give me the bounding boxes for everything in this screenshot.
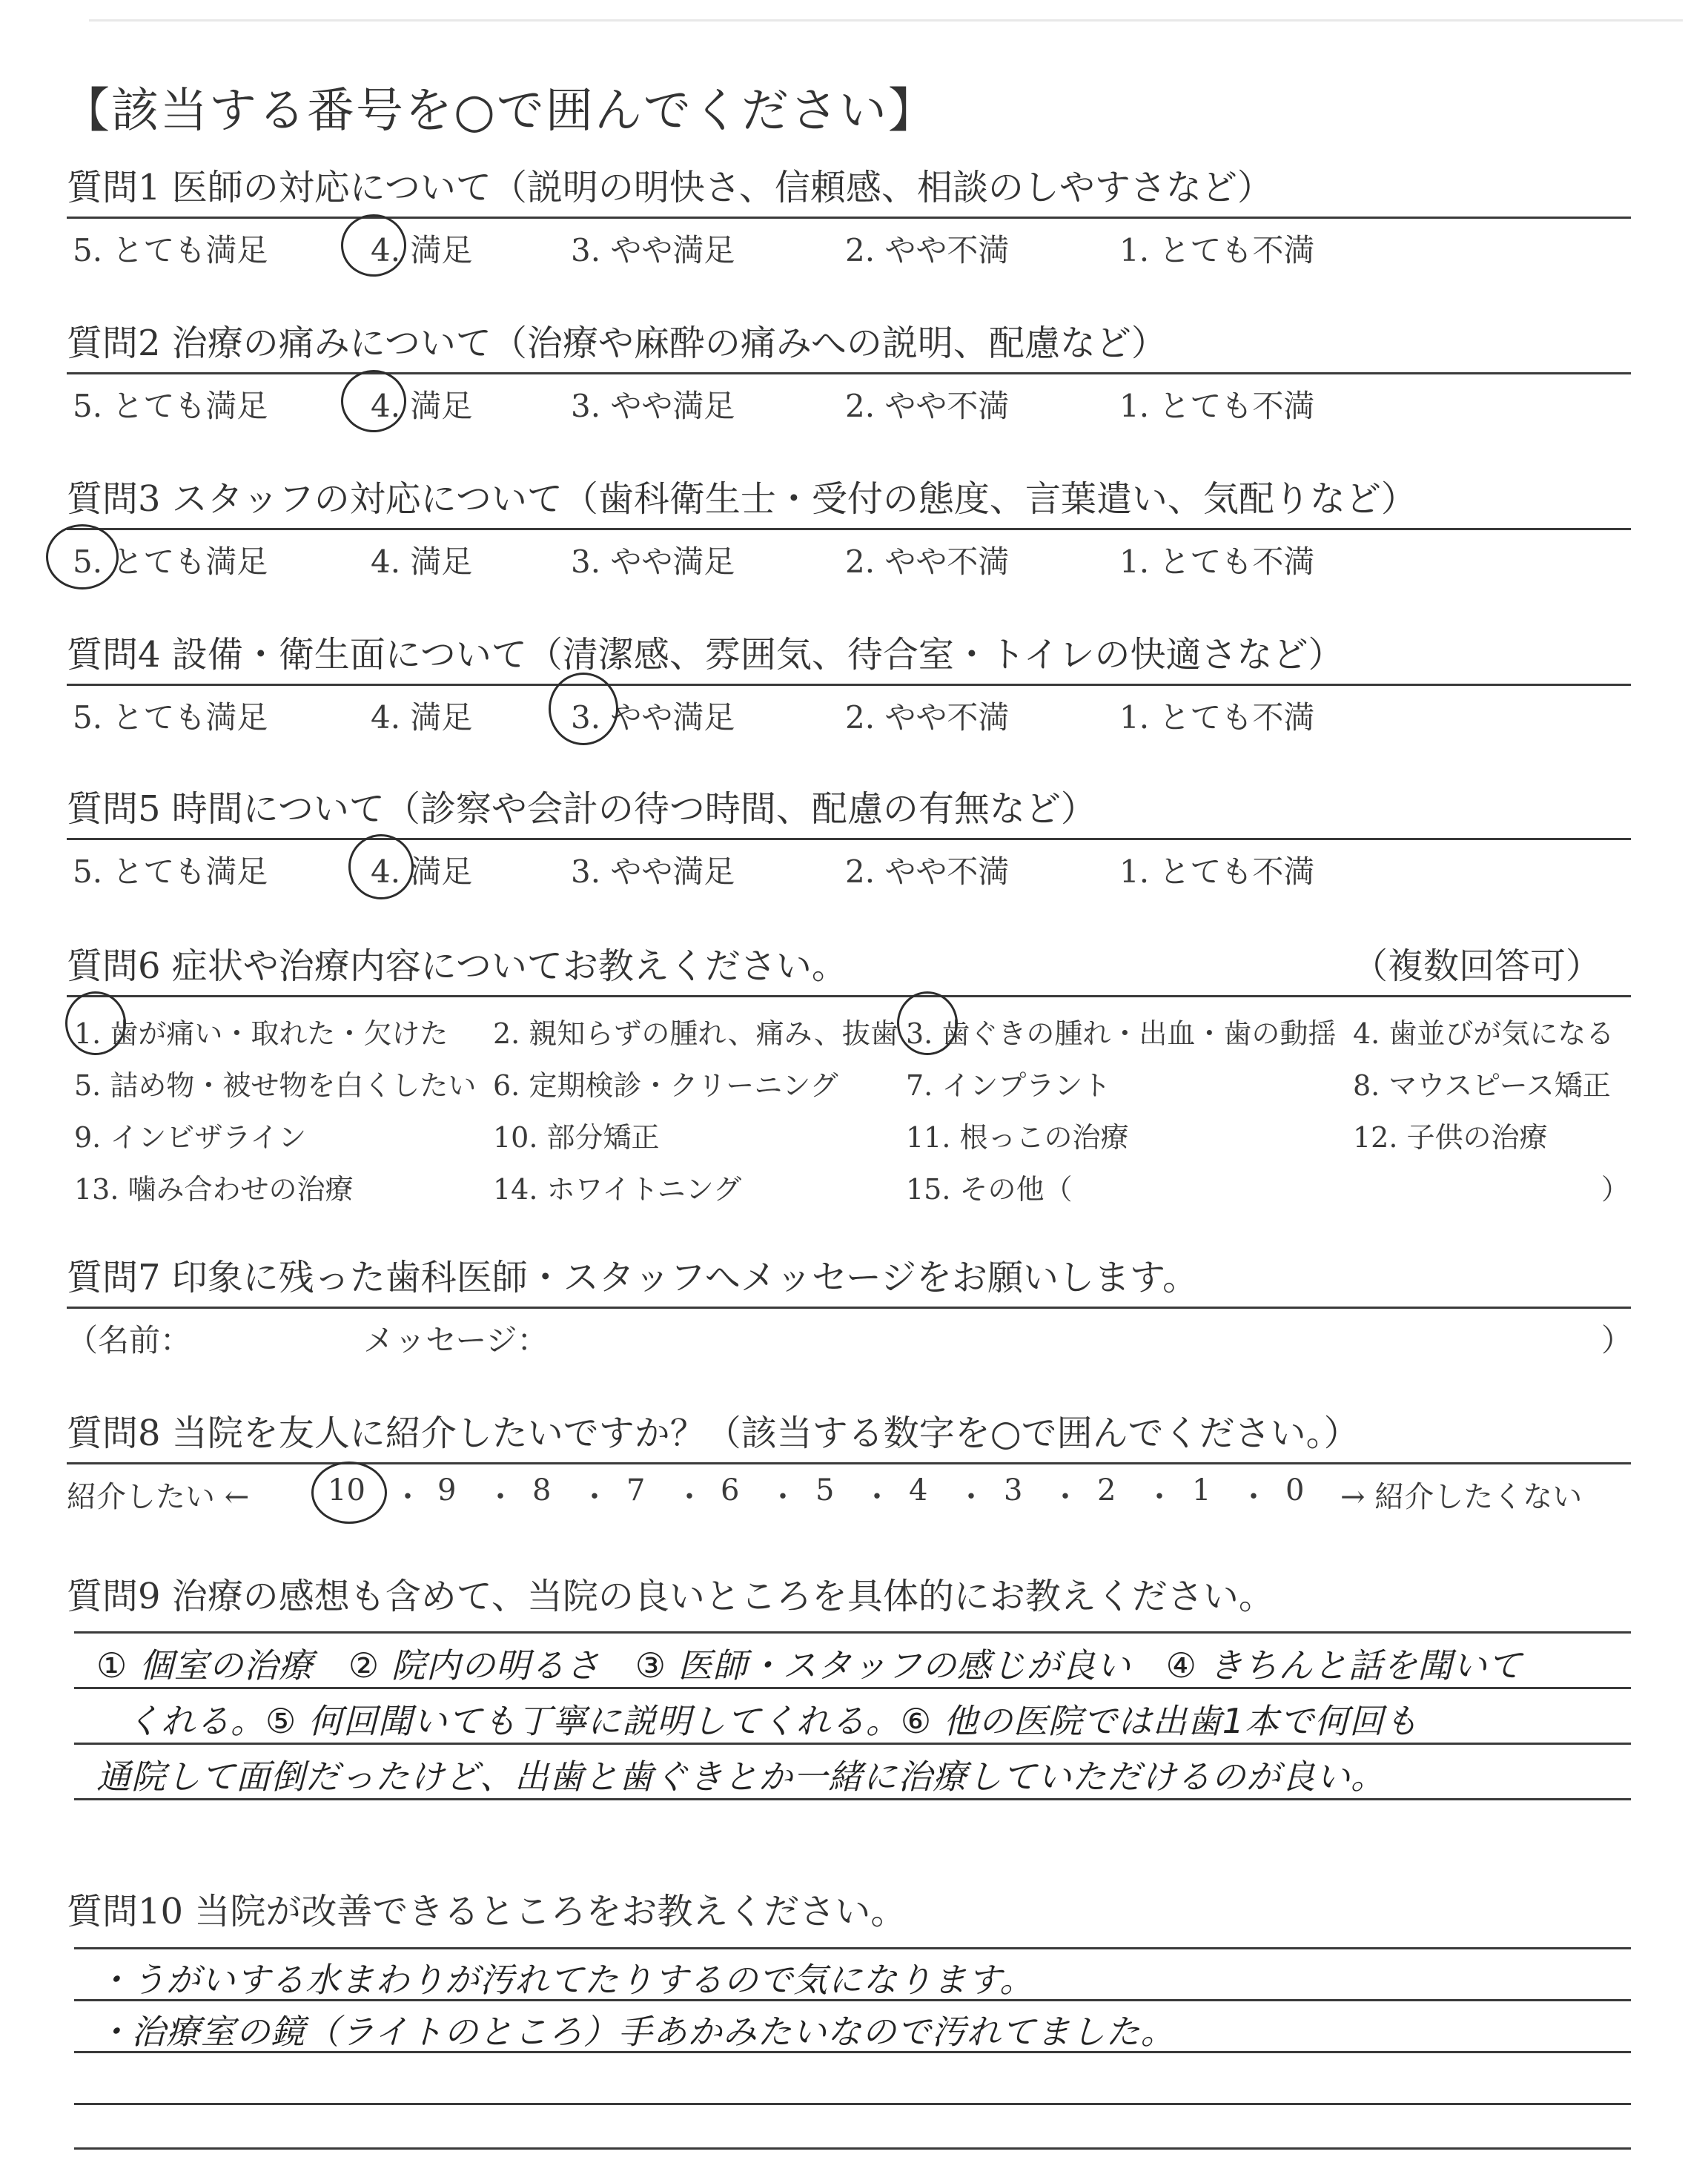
- question-5-options: [67, 840, 1631, 892]
- option-2[interactable]: 2. やや不満: [845, 388, 1010, 424]
- scale-0[interactable]: 0: [1285, 1473, 1305, 1507]
- option-1[interactable]: 1. とても不満: [1119, 232, 1315, 268]
- option-3[interactable]: 3. やや満足: [571, 699, 735, 736]
- scale-dot: ・: [486, 1480, 515, 1514]
- top-border: [89, 19, 1683, 22]
- other-close-paren: ）: [1601, 1173, 1630, 1206]
- question-9-title: 質問9 治療の感想も含めて、当院の良いところを具体的にお教えください。: [67, 1576, 1274, 1617]
- scale-dot: ・: [768, 1480, 798, 1514]
- selection-circle: [341, 214, 406, 277]
- question-9: [67, 1572, 1631, 1621]
- option-5[interactable]: 5. とても満足: [73, 544, 268, 580]
- symptom-option-1[interactable]: 1. 歯が痛い・取れた・欠けた: [74, 1017, 448, 1050]
- message-label: メッセージ：: [363, 1322, 549, 1358]
- option-4[interactable]: 4. 満足: [371, 388, 473, 424]
- selection-circle: [46, 524, 119, 589]
- question-6: [67, 942, 1631, 1212]
- symptom-option-11[interactable]: 11. 根っこの治療: [906, 1121, 1129, 1154]
- option-5[interactable]: 5. とても満足: [73, 388, 268, 424]
- question-2: [67, 319, 1631, 426]
- scale-2[interactable]: 2: [1097, 1473, 1116, 1507]
- symptom-option-12[interactable]: 12. 子供の治療: [1353, 1121, 1548, 1154]
- question-9-answer: [74, 1624, 1616, 1846]
- handwritten-line-1: ・うがいする水まわりが汚れてたりするので気になります。: [96, 1960, 1035, 2000]
- answer-line: [74, 2147, 1631, 2150]
- selection-circle: [311, 1462, 387, 1524]
- answer-line: [74, 1947, 1631, 1949]
- scale-dot: ・: [956, 1480, 986, 1514]
- scale-dot: ・: [1239, 1480, 1268, 1514]
- scale-dot: ・: [580, 1480, 609, 1514]
- option-5[interactable]: 5. とても満足: [73, 699, 268, 736]
- option-1[interactable]: 1. とても不満: [1119, 544, 1315, 580]
- option-3[interactable]: 3. やや満足: [571, 544, 735, 580]
- option-3[interactable]: 3. やや満足: [571, 232, 735, 268]
- answer-line: [74, 2103, 1631, 2105]
- question-3: [67, 475, 1631, 582]
- scale-5[interactable]: 5: [815, 1473, 835, 1507]
- message-close-paren: ）: [1601, 1322, 1633, 1358]
- selection-circle: [65, 991, 126, 1055]
- option-2[interactable]: 2. やや不満: [845, 699, 1010, 736]
- scale-dot: ・: [1050, 1480, 1080, 1514]
- question-1: [67, 163, 1631, 271]
- scale-7[interactable]: 7: [626, 1473, 646, 1507]
- question-4-title: 質問4 設備・衛生面について（清潔感、雰囲気、待合室・トイレの快適さなど）: [67, 634, 1344, 676]
- scale-1[interactable]: 1: [1192, 1473, 1211, 1507]
- option-2[interactable]: 2. やや不満: [845, 232, 1010, 268]
- option-1[interactable]: 1. とても不満: [1119, 388, 1315, 424]
- question-4: [67, 630, 1631, 738]
- selection-circle: [549, 673, 618, 745]
- handwritten-line-3: 通院して面倒だったけど、出歯と歯ぐきとか一緒に治療していただけるのが良い。: [96, 1757, 1386, 1797]
- question-10-title: 質問10 当院が改善できるところをお教えください。: [67, 1891, 907, 1932]
- symptom-option-8[interactable]: 8. マウスピース矯正: [1353, 1069, 1611, 1102]
- option-1[interactable]: 1. とても不満: [1119, 699, 1315, 736]
- option-5[interactable]: 5. とても満足: [73, 232, 268, 268]
- question-7: [67, 1253, 1631, 1361]
- option-1[interactable]: 1. とても不満: [1119, 853, 1315, 890]
- question-8-title: 質問8 当院を友人に紹介したいですか？（該当する数字を○で囲んでください。）: [67, 1413, 1360, 1454]
- scale-8[interactable]: 8: [532, 1473, 552, 1507]
- handwritten-line-2: ・治療室の鏡（ライトのところ）手あかみたいなので汚れてました。: [96, 2012, 1176, 2052]
- question-10-answer: [74, 1943, 1616, 2158]
- symptom-option-5[interactable]: 5. 詰め物・被せ物を白くしたい: [74, 1069, 477, 1102]
- question-2-options: [67, 374, 1631, 426]
- symptom-option-7[interactable]: 7. インプラント: [906, 1069, 1111, 1102]
- scale-10[interactable]: 10: [328, 1473, 365, 1507]
- question-7-title: 質問7 印象に残った歯科医師・スタッフへメッセージをお願いします。: [67, 1257, 1199, 1298]
- option-5[interactable]: 5. とても満足: [73, 853, 268, 890]
- symptom-option-2[interactable]: 2. 親知らずの腫れ、痛み、抜歯: [493, 1017, 898, 1050]
- scale-dot: ・: [862, 1480, 892, 1514]
- recommend-right-label: → 紹介したくない: [1340, 1480, 1583, 1514]
- symptom-option-9[interactable]: 9. インビザライン: [74, 1121, 307, 1154]
- question-4-options: [67, 686, 1631, 738]
- question-5: [67, 785, 1631, 892]
- option-2[interactable]: 2. やや不満: [845, 853, 1010, 890]
- handwritten-line-1: ① 個室の治療 ② 院内の明るさ ③ 医師・スタッフの感じが良い ④ きちんと話を聞いて: [96, 1645, 1523, 1685]
- selection-circle: [341, 370, 406, 432]
- option-4[interactable]: 4. 満足: [371, 232, 473, 268]
- question-6-title: 質問6 症状や治療内容についてお教えください。: [67, 945, 847, 987]
- symptom-option-15[interactable]: 15. その他（: [906, 1173, 1073, 1206]
- scale-4[interactable]: 4: [909, 1473, 928, 1507]
- question-6-title-row: [67, 942, 1631, 991]
- scale-3[interactable]: 3: [1004, 1473, 1023, 1507]
- question-3-options: [67, 530, 1631, 582]
- question-3-title: 質問3 スタッフの対応について（歯科衛生士・受付の態度、言葉遣い、気配りなど）: [67, 478, 1417, 520]
- scale-dot: ・: [393, 1480, 423, 1514]
- option-3[interactable]: 3. やや満足: [571, 853, 735, 890]
- recommend-left-label: 紹介したい ←: [67, 1480, 250, 1514]
- answer-line: [74, 1631, 1631, 1634]
- question-8: [67, 1409, 1631, 1516]
- symptom-option-6[interactable]: 6. 定期検診・クリーニング: [493, 1069, 838, 1102]
- scale-6[interactable]: 6: [721, 1473, 740, 1507]
- instruction-heading: 【該当する番号を○で囲んでください】: [62, 84, 937, 139]
- recommend-scale: [67, 1464, 1631, 1516]
- option-2[interactable]: 2. やや不満: [845, 544, 1010, 580]
- scale-9[interactable]: 9: [437, 1473, 457, 1507]
- scale-dot: ・: [675, 1480, 704, 1514]
- option-4[interactable]: 4. 満足: [371, 544, 473, 580]
- question-5-title: 質問5 時間について（診察や会計の待つ時間、配慮の有無など）: [67, 788, 1096, 830]
- scale-dot: ・: [1145, 1480, 1174, 1514]
- question-1-title: 質問1 医師の対応について（説明の明快さ、信頼感、相談のしやすさなど）: [67, 167, 1273, 208]
- symptom-option-10[interactable]: 10. 部分矯正: [493, 1121, 660, 1154]
- question-1-options: [67, 219, 1631, 271]
- name-label: （名前：: [67, 1322, 192, 1358]
- selection-circle: [348, 834, 414, 899]
- symptom-option-13[interactable]: 13. 噛み合わせの治療: [74, 1173, 354, 1206]
- symptom-option-4[interactable]: 4. 歯並びが気になる: [1353, 1017, 1615, 1050]
- question-2-title: 質問2 治療の痛みについて（治療や麻酔の痛みへの説明、配慮など）: [67, 323, 1167, 364]
- option-4[interactable]: 4. 満足: [371, 699, 473, 736]
- option-3[interactable]: 3. やや満足: [571, 388, 735, 424]
- symptom-option-14[interactable]: 14. ホワイトニング: [493, 1173, 742, 1206]
- question-6-options: [67, 997, 1631, 1212]
- symptom-option-3[interactable]: 3. 歯ぐきの腫れ・出血・歯の動揺: [906, 1017, 1337, 1050]
- question-7-fields: [67, 1309, 1631, 1361]
- question-10: [67, 1887, 1631, 1936]
- multiple-answers-note: （複数回答可）: [1351, 945, 1601, 987]
- option-4[interactable]: 4. 満足: [371, 853, 473, 890]
- handwritten-line-2: くれる。⑤ 何回聞いても丁寧に説明してくれる。⑥ 他の医院では出歯1本で何回も: [126, 1701, 1419, 1741]
- selection-circle: [897, 991, 958, 1055]
